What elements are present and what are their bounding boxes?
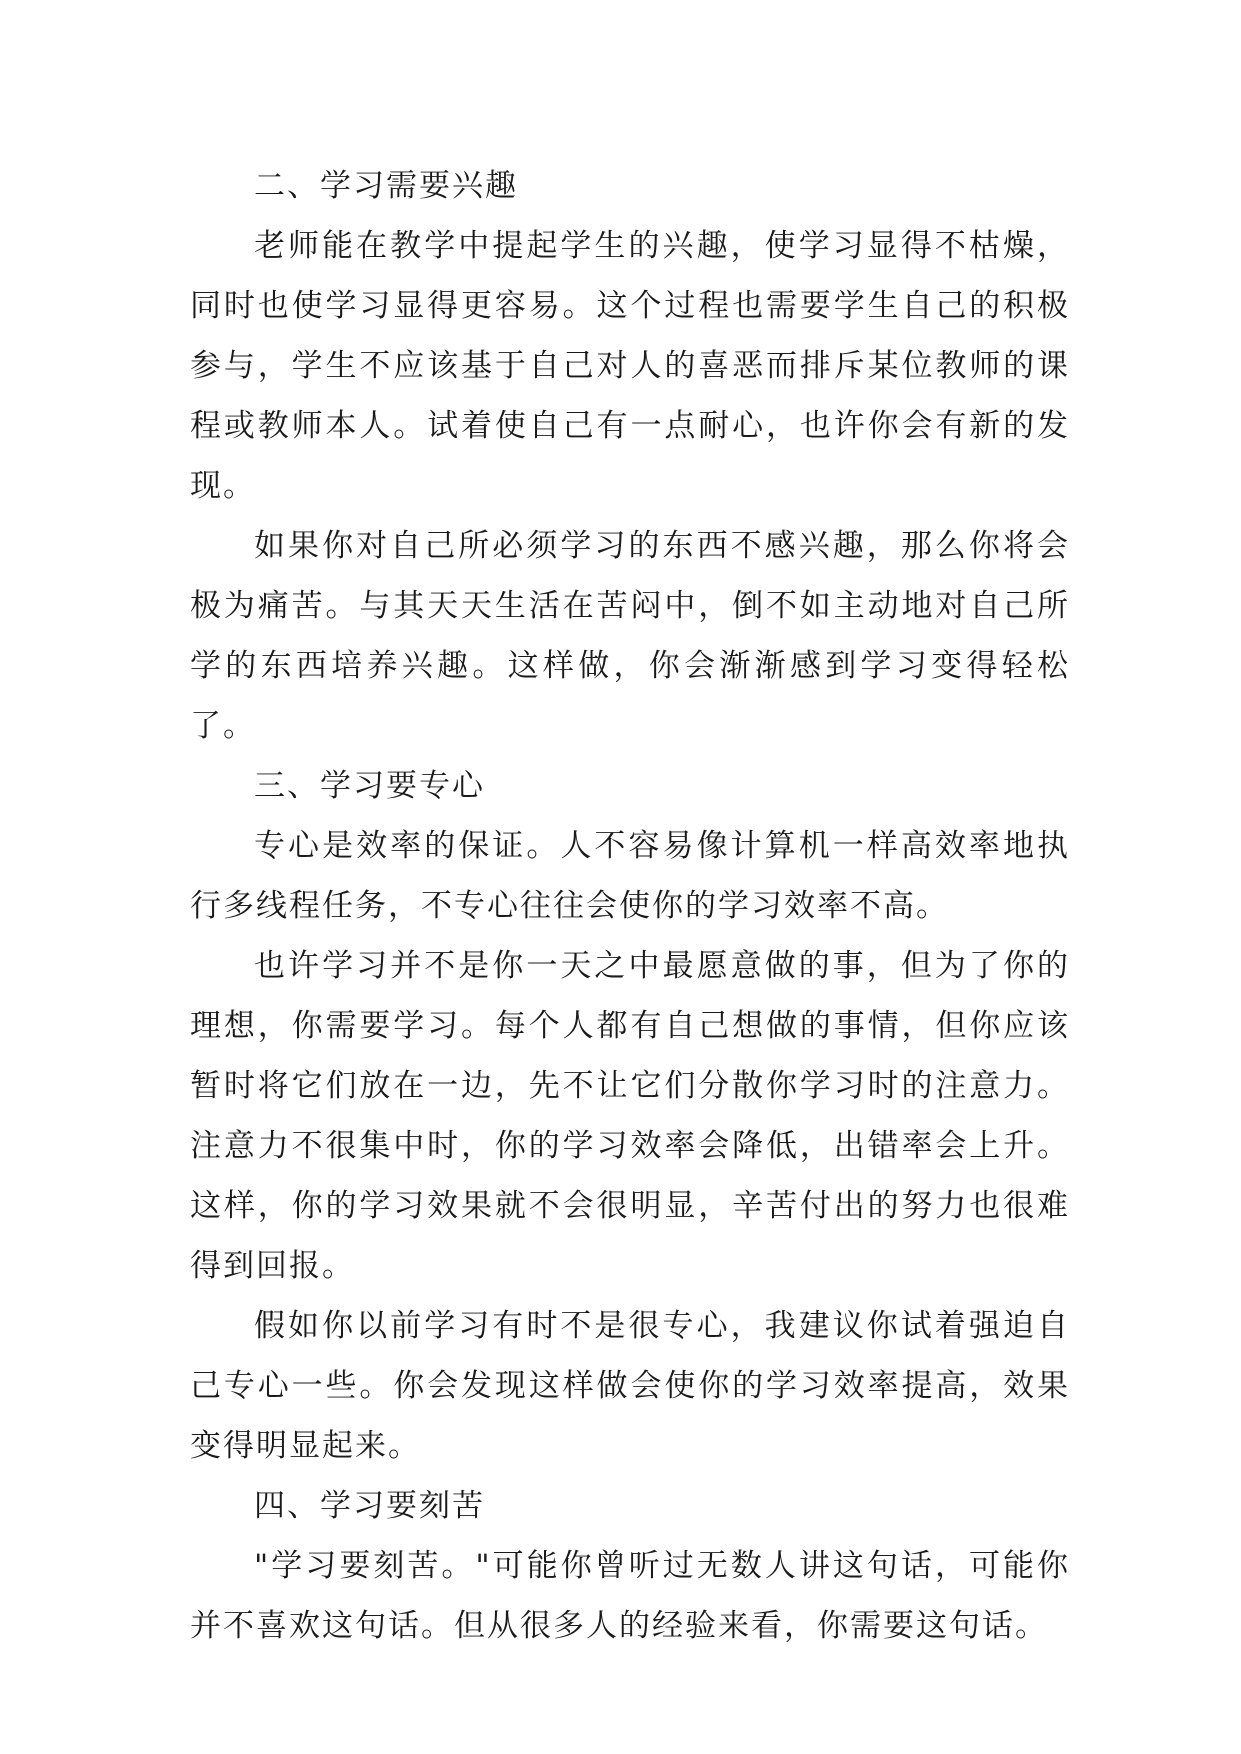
paragraph: "学习要刻苦。"可能你曾听过无数人讲这句话，可能你并不喜欢这句话。但从很多人的经验来看，你需要这句话。	[190, 1548, 1070, 1644]
section-heading-focus: 三、学习要专心	[254, 768, 485, 804]
paragraph: 专心是效率的保证。人不容易像计算机一样高效率地执行多线程任务，不专心往往会使你的学习效率不高。	[190, 828, 1070, 924]
paragraph: 如果你对自己所必须学习的东西不感兴趣，那么你将会极为痛苦。与其天天生活在苦闷中，倒不如主动地对自己所学的东西培养兴趣。这样做，你会渐渐感到学习变得轻松了。	[190, 528, 1070, 744]
section-heading-diligence: 四、学习要刻苦	[254, 1488, 485, 1524]
paragraph: 老师能在教学中提起学生的兴趣，使学习显得不枯燥，同时也使学习显得更容易。这个过程也需要学生自己的积极参与，学生不应该基于自己对人的喜恶而排斥某位教师的课程或教师本人。试着使自己有一点耐心，也许你会有新的发现。	[190, 228, 1070, 504]
document-body	[190, 156, 1070, 1656]
paragraph: 假如你以前学习有时不是很专心，我建议你试着强迫自己专心一些。你会发现这样做会使你的学习效率提高，效果变得明显起来。	[190, 1308, 1070, 1464]
paragraph: 也许学习并不是你一天之中最愿意做的事，但为了你的理想，你需要学习。每个人都有自己想做的事情，但你应该暂时将它们放在一边，先不让它们分散你学习时的注意力。注意力不很集中时，你的学习效率会降低，出错率会上升。这样，你的学习效果就不会很明显，辛苦付出的努力也很难得到回报。	[190, 948, 1070, 1284]
section-heading-interest: 二、学习需要兴趣	[254, 168, 518, 204]
